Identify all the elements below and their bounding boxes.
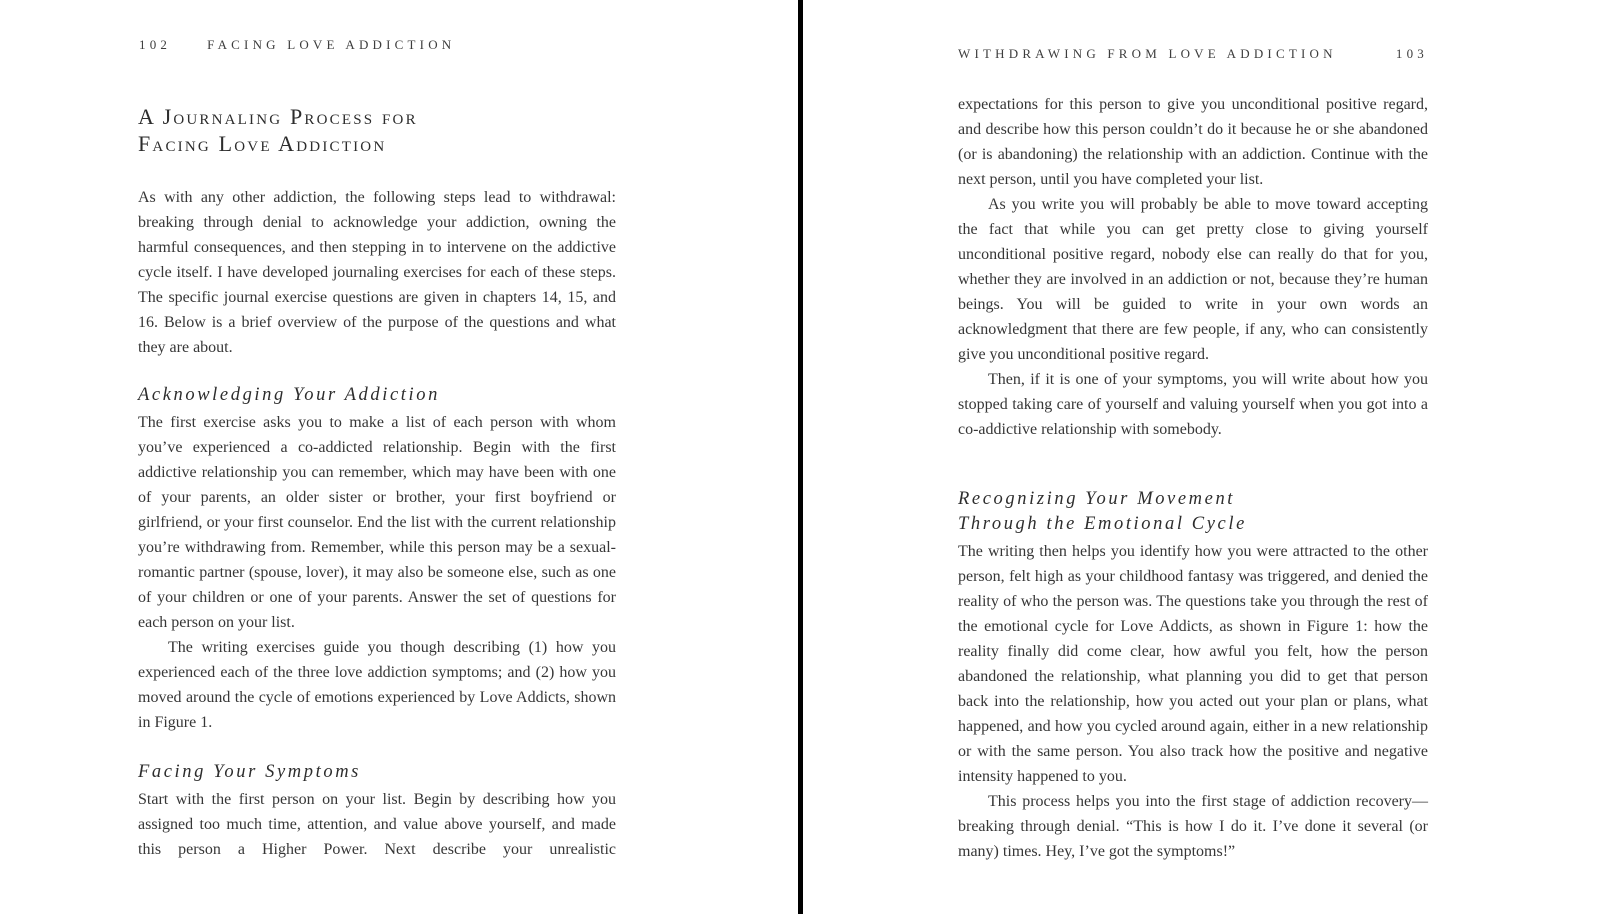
- right-running-title: WITHDRAWING FROM LOVE ADDICTION: [958, 46, 1337, 61]
- right-running-head: [958, 46, 1428, 62]
- section-facing-your-symptoms: [138, 760, 616, 862]
- chapter-heading-line2: Facing Love Addiction: [138, 131, 387, 156]
- left-page-number: 102: [139, 37, 172, 52]
- left-page: [0, 0, 798, 914]
- body-paragraph: The first exercise asks you to make a list of each person with whom you’ve experienced a co-addicted relationship. Begin with the first addictive relationship you can remember, which may have been with one of your parents, an older sister or brother, your first boyfriend or girlfriend, or your first counselor. End the list with the current relationship you’re withdrawing from. Remember, while this person may be a sexual-romantic partner (spouse, lover), it may also be someone else, such as one of your children or one of your parents. Answer the set of questions for each person on your list.: [138, 414, 616, 631]
- continuation-block: [958, 92, 1428, 442]
- body-paragraph: Then, if it is one of your symptoms, you will write about how you stopped taking care of yourself and valuing yourself when you got into a co-addictive relationship with somebody.: [958, 371, 1428, 438]
- body-paragraph: This process helps you into the first stage of addiction recovery—breaking through denial. “This is how I do it. I’ve done it several (or many) times. Hey, I’ve got the symptoms!”: [958, 793, 1428, 860]
- section-heading-line2: Through the Emotional Cycle: [958, 514, 1247, 534]
- section-heading: Facing Your Symptoms: [138, 762, 361, 782]
- section-acknowledging-your-addiction: [138, 383, 616, 735]
- right-page: [803, 0, 1600, 914]
- body-paragraph: expectations for this person to give you unconditional positive regard, and describe how this person couldn’t do it because he or she abandoned (or is abandoning) the relationship with an addiction. Continue with the next person, until you have completed your list.: [958, 96, 1428, 188]
- body-paragraph: The writing then helps you identify how you were attracted to the other person, felt high as your childhood fantasy was triggered, and denied the reality of who the person was. The questions take you through the rest of the emotional cycle for Love Addicts, as shown in Figure 1: how the reality finally did come clear, how awful you felt, how the person abandoned the relationship, what planning you did to get that person back into the relationship, how you acted out your plan or plans, what happened, and how you cycled around again, either in a new relationship or with the same person. You also track how the positive and negative intensity happened to you.: [958, 543, 1428, 785]
- body-paragraph: As with any other addiction, the following steps lead to withdrawal: breaking through denial to acknowledge your addiction, owning the harmful consequences, and then stepping in to intervene on the addictive cycle itself. I have developed journaling exercises for each of these steps. The specific journal exercise questions are given in chapters 14, 15, and 16. Below is a brief overview of the purpose of the questions and what they are about.: [138, 189, 616, 356]
- body-paragraph: Start with the first person on your list. Begin by describing how you assigned too much time, attention, and value above yourself, and made this person a Higher Power. Next describe your unrealistic: [138, 791, 616, 858]
- section-heading-line1: Recognizing Your Movement: [958, 489, 1236, 509]
- left-running-title: FACING LOVE ADDICTION: [207, 37, 456, 52]
- section-heading: Acknowledging Your Addiction: [138, 385, 440, 405]
- right-page-number: 103: [1395, 46, 1428, 61]
- chapter-heading: [138, 103, 418, 157]
- body-paragraph: As you write you will probably be able to move toward accepting the fact that while you can get pretty close to giving yourself unconditional positive regard, nobody else can really do that for you, whether they are involved in an addiction or not, because they’re human beings. You will be guided to write in your own words an acknowledgment that there are few people, if any, who can consistently give you unconditional positive regard.: [958, 196, 1428, 363]
- body-paragraph: The writing exercises guide you though describing (1) how you experienced each of the three love addiction symptoms; and (2) how you moved around the cycle of emotions experienced by Love Addicts, shown in Figure 1.: [138, 639, 616, 731]
- left-running-head: [139, 37, 617, 53]
- section-recognizing-your-movement: [958, 487, 1428, 864]
- chapter-heading-line1: A Journaling Process for: [138, 104, 418, 129]
- intro-paragraph-block: [138, 185, 616, 360]
